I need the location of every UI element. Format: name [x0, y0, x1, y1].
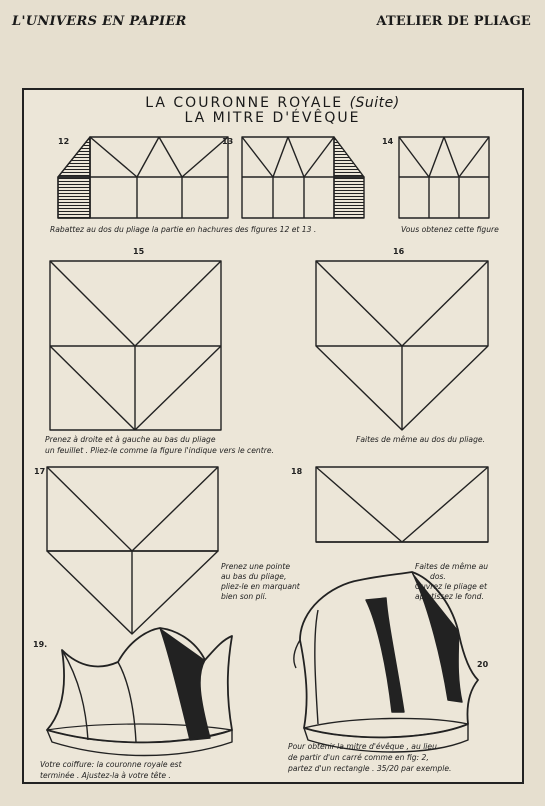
caption-figure-18-line2: dos. — [430, 572, 446, 581]
caption-figure-15-line2: un feuillet . Pliez-le comme la figure l'indique vers le centre. — [45, 446, 274, 455]
caption-figure-17-line3: pliez-le en marquant — [221, 582, 300, 591]
caption-figure-19-line1: Votre coiffure: la couronne royale est — [40, 760, 182, 769]
figure-14-diagram — [399, 137, 489, 218]
fig-number-15: 15 — [133, 247, 145, 256]
figure-15-diagram — [50, 261, 221, 430]
figure-13-diagram — [242, 137, 364, 218]
caption-figure-20-line2: de partir d'un carré comme en fig: 2, — [288, 753, 429, 762]
caption-figure-18-line3: Ouvrez le pliage et — [415, 582, 487, 591]
heading-suite: (Suite) — [349, 95, 400, 111]
caption-figure-20-line3: partez d'un rectangle . 35/20 par exemple. — [288, 764, 452, 773]
figure-12-diagram — [58, 137, 228, 218]
fig-number-18: 18 — [291, 467, 303, 476]
caption-figure-16: Faites de même au dos du pliage. — [356, 435, 485, 444]
caption-figure-17-line2: au bas du pliage, — [221, 572, 287, 581]
caption-figure-17-line4: bien son pli. — [221, 592, 268, 601]
fig-number-13: 13 — [222, 137, 234, 146]
caption-figure-20-line1: Pour obtenir la mitre d'évêque , au lieu — [288, 742, 437, 751]
figure-19-crown — [47, 628, 232, 756]
fig-number-20: 20 — [477, 660, 489, 669]
fig-number-19: 19. — [33, 640, 48, 649]
figure-17-diagram — [47, 467, 218, 634]
fig-number-12: 12 — [58, 137, 70, 146]
caption-figure-18-line1: Faites de même au — [415, 562, 489, 571]
figure-16-diagram — [316, 261, 488, 430]
fig-number-17: 17 — [34, 467, 46, 476]
caption-figure-17-line1: Prenez une pointe — [221, 562, 291, 571]
caption-figures-12-13: Rabattez au dos du pliage la partie en hachures des figures 12 et 13 . — [50, 225, 317, 234]
magazine-title: L'UNIVERS EN PAPIER — [12, 14, 187, 29]
caption-figure-19-line2: terminée . Ajustez-la à votre tête . — [40, 771, 171, 780]
caption-figure-15-line1: Prenez à droite et à gauche au bas du pliage — [45, 435, 216, 444]
heading-mitre: LA MITRE D'ÉVÊQUE — [184, 110, 361, 126]
figure-18-diagram — [316, 467, 488, 542]
fig-number-14: 14 — [382, 137, 394, 146]
heading-couronne-text: LA COURONNE ROYALE — [145, 95, 344, 111]
caption-figure-18-line4: aplatissez le fond. — [415, 592, 484, 601]
caption-figure-14: Vous obtenez cette figure — [401, 225, 499, 234]
fig-number-16: 16 — [393, 247, 405, 256]
section-title: ATELIER DE PLIAGE — [376, 14, 531, 29]
